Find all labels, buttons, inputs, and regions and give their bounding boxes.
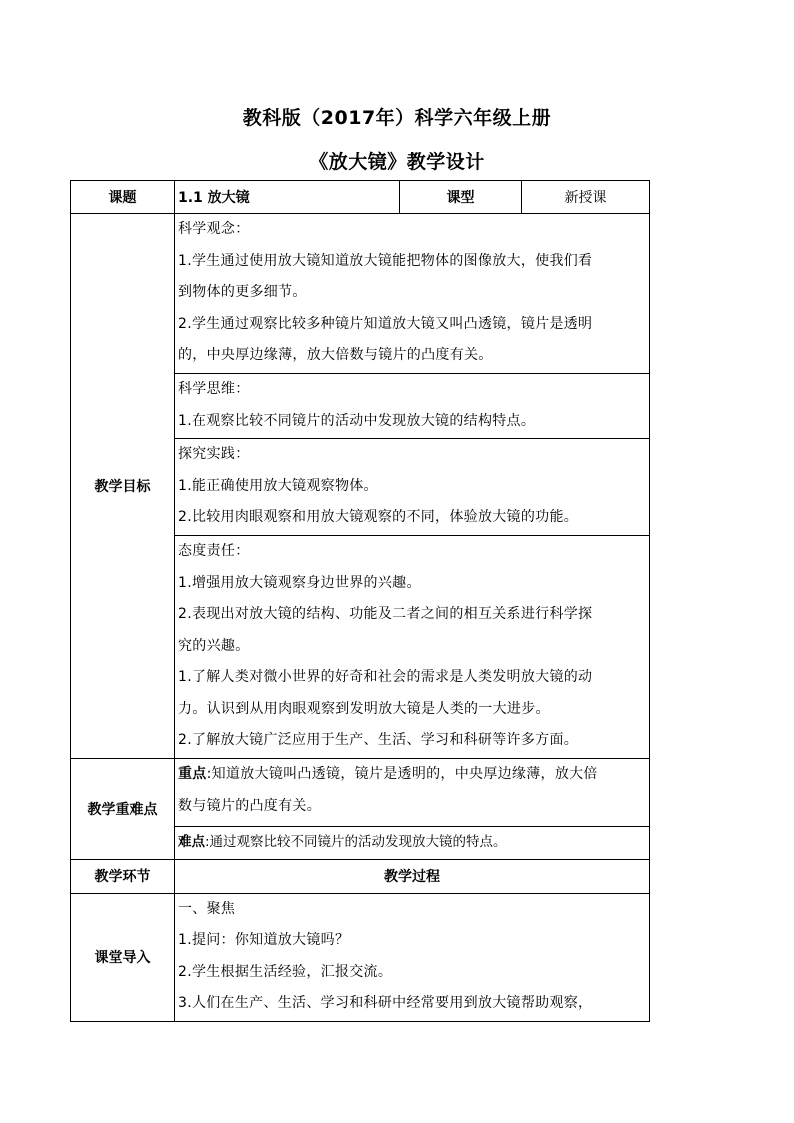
goal-line: 1.增强用放大镜观察身边世界的兴趣。 [178,574,421,591]
difficulty-cell [175,827,650,860]
goals-label: 教学目标 [71,214,175,759]
goal-line: 1.能正确使用放大镜观察物体。 [178,477,378,494]
goals-attitude-cell [175,536,650,759]
keypoint-text: :知道放大镜叫凸透镜，镜片是透明的，中央厚边缘薄，放大倍 [206,766,598,782]
process-label: 教学过程 [175,859,650,893]
goal-line: 力。认识到从用肉眼观察到发明放大镜是人类的一大进步。 [178,700,550,717]
keypoints-label: 教学重难点 [71,759,175,860]
document-title: 教科版（2017年）科学六年级上册 [242,107,552,129]
keypoint-row [71,759,650,827]
keypoint-line [178,759,647,791]
goals-concept-cell [175,214,650,374]
intro-label: 课堂导入 [71,893,175,1021]
goals-practice-cell [175,439,650,536]
goal-line: 1.了解人类对微小世界的好奇和社会的需求是人类发明放大镜的动 [178,669,593,685]
goal-line: 科学观念： [178,221,250,237]
keypoint-prefix: 重点 [178,766,207,782]
goal-line: 到物体的更多细节。 [178,284,307,300]
keypoint-cell [175,759,650,827]
goal-line: 2.表现出对放大镜的结构、功能及二者之间的相互关系进行科学探 [178,606,593,622]
goal-line: 2.比较用肉眼观察和用放大镜观察的不同，体验放大镜的功能。 [178,509,579,525]
intro-cell [175,893,650,1021]
goal-line: 2.了解放大镜广泛应用于生产、生活、学习和科研等许多方面。 [178,732,579,748]
goal-line: 1.学生通过使用放大镜知道放大镜能把物体的图像放大，使我们看 [178,252,593,269]
difficulty-text: :通过观察比较不同镜片的活动发现放大镜的特点。 [205,834,507,850]
intro-row [71,893,650,1021]
header-row [71,181,650,214]
difficulty-prefix: 难点 [178,834,205,850]
type-value: 新授课 [522,181,650,214]
goal-line: 科学思维： [178,381,250,397]
type-label: 课型 [400,181,522,214]
intro-line: 一、聚焦 [178,900,236,917]
stage-label: 教学环节 [71,859,175,893]
goal-line: 的，中央厚边缘薄，放大倍数与镜片的凸度有关。 [178,347,493,363]
intro-line: 1.提问：你知道放大镜吗？ [178,932,350,948]
goals-thinking-cell [175,374,650,439]
keypoint-line: 数与镜片的凸度有关。 [178,797,321,814]
intro-line: 3.人们在生产、生活、学习和科研中经常要用到放大镜帮助观察， [178,995,593,1011]
process-header-row [71,859,650,893]
topic-label: 课题 [71,181,175,214]
goal-line: 究的兴趣。 [178,637,250,654]
goal-line: 2.学生通过观察比较多种镜片知道放大镜又叫凸透镜，镜片是透明 [178,315,593,332]
document-subtitle: 《放大镜》教学设计 [309,151,485,173]
difficulty-line [178,827,647,859]
goal-line: 探究实践： [178,446,250,462]
goal-line: 态度责任： [178,543,250,559]
intro-line: 2.学生根据生活经验，汇报交流。 [178,963,393,980]
lesson-plan-table [70,180,650,1022]
topic-value: 1.1 放大镜 [175,181,400,214]
goal-line: 1.在观察比较不同镜片的活动中发现放大镜的结构特点。 [178,412,536,429]
goals-row-concept [71,214,650,374]
